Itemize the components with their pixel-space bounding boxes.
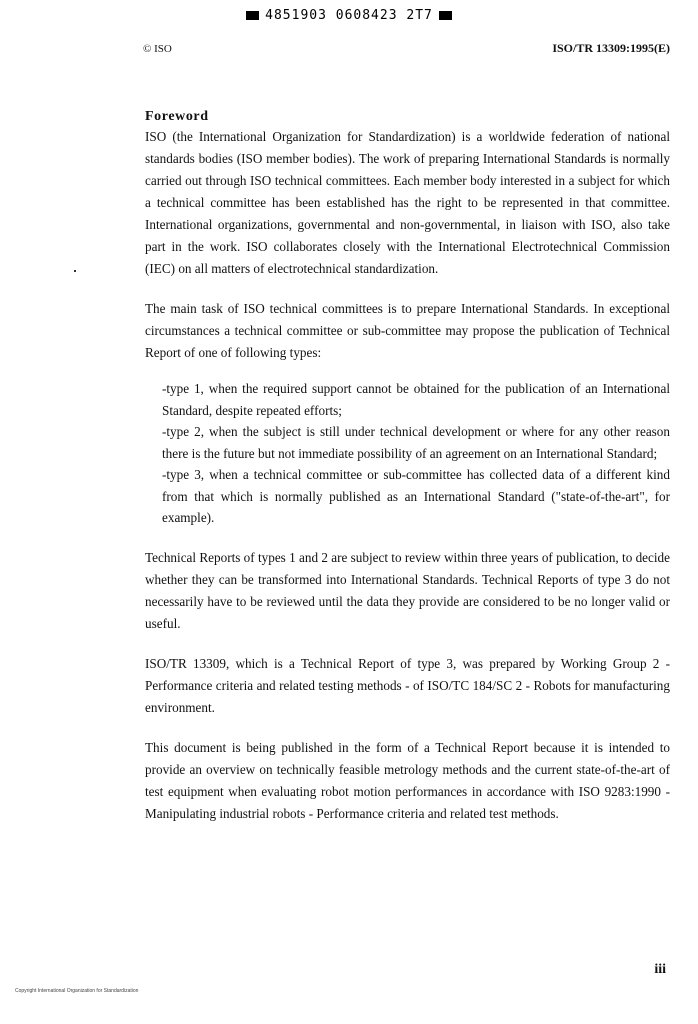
margin-mark xyxy=(74,270,76,272)
section-title: Foreword xyxy=(145,109,209,124)
foreword-section xyxy=(145,108,670,825)
page-number: iii xyxy=(654,962,666,977)
footer-copyright: Copyright International Organization for Standardization xyxy=(15,988,139,994)
header-document-id: ISO/TR 13309:1995(E) xyxy=(552,41,670,55)
header-copyright: © ISO xyxy=(143,43,172,55)
list-item-type-2: -type 2, when the subject is still under technical development or where for any other reason there is the future but not immediate possibility of an agreement on an International Standard; xyxy=(162,424,670,461)
paragraph-purpose: This document is being published in the form of a Technical Report because it is intended to provide an overview on technically feasible metrology methods and the current state-of-the-art of test equipment when evaluating robot motion performances in accordance with ISO 9283:1990 - Manipulating industrial robots - Performance criteria and related test methods. xyxy=(145,739,670,821)
barcode-block-right xyxy=(439,11,452,20)
paragraph-main-task: The main task of ISO technical committees is to prepare International Standards. In exceptional circumstances a technical committee or sub-committee may propose the publication of Technical Report of one of following types: xyxy=(145,301,670,360)
paragraph-review: Technical Reports of types 1 and 2 are subject to review within three years of publication, to decide whether they can be transformed into International Standards. Technical Reports of type 3 do not necessarily have to be reviewed until the data they provide are considered to be no longer valid or useful. xyxy=(145,549,670,631)
paragraph-iso-intro: ISO (the International Organization for Standardization) is a worldwide federation of national standards bodies (ISO member bodies). The work of preparing International Standards is normally carried out through ISO technical committees. Each member body interested in a subject for which a technical committee has been established has the right to be represented in that committee. International organizations, governmental and non-governmental, in liaison with ISO, also take part in the work. ISO collaborates closely with the International Electrotechnical Commission (IEC) on all matters of electrotechnical standardization. xyxy=(145,129,670,276)
report-type-list xyxy=(162,378,670,529)
list-item-type-1: -type 1, when the required support cannot be obtained for the publication of an International Standard, despite repeated efforts; xyxy=(162,381,670,418)
paragraph-preparation: ISO/TR 13309, which is a Technical Report of type 3, was prepared by Working Group 2 - Performance criteria and related testing methods - of ISO/TC 184/SC 2 - Robots for manufacturing environment. xyxy=(145,655,670,715)
barcode-block-left xyxy=(246,11,259,20)
barcode-strip xyxy=(0,8,698,23)
list-item-type-3: -type 3, when a technical committee or sub-committee has collected data of a different kind from that which is normally published as an International Standard ("state-of-the-art", for example). xyxy=(162,467,670,525)
barcode-text: 4851903 0608423 2T7 xyxy=(265,8,433,23)
